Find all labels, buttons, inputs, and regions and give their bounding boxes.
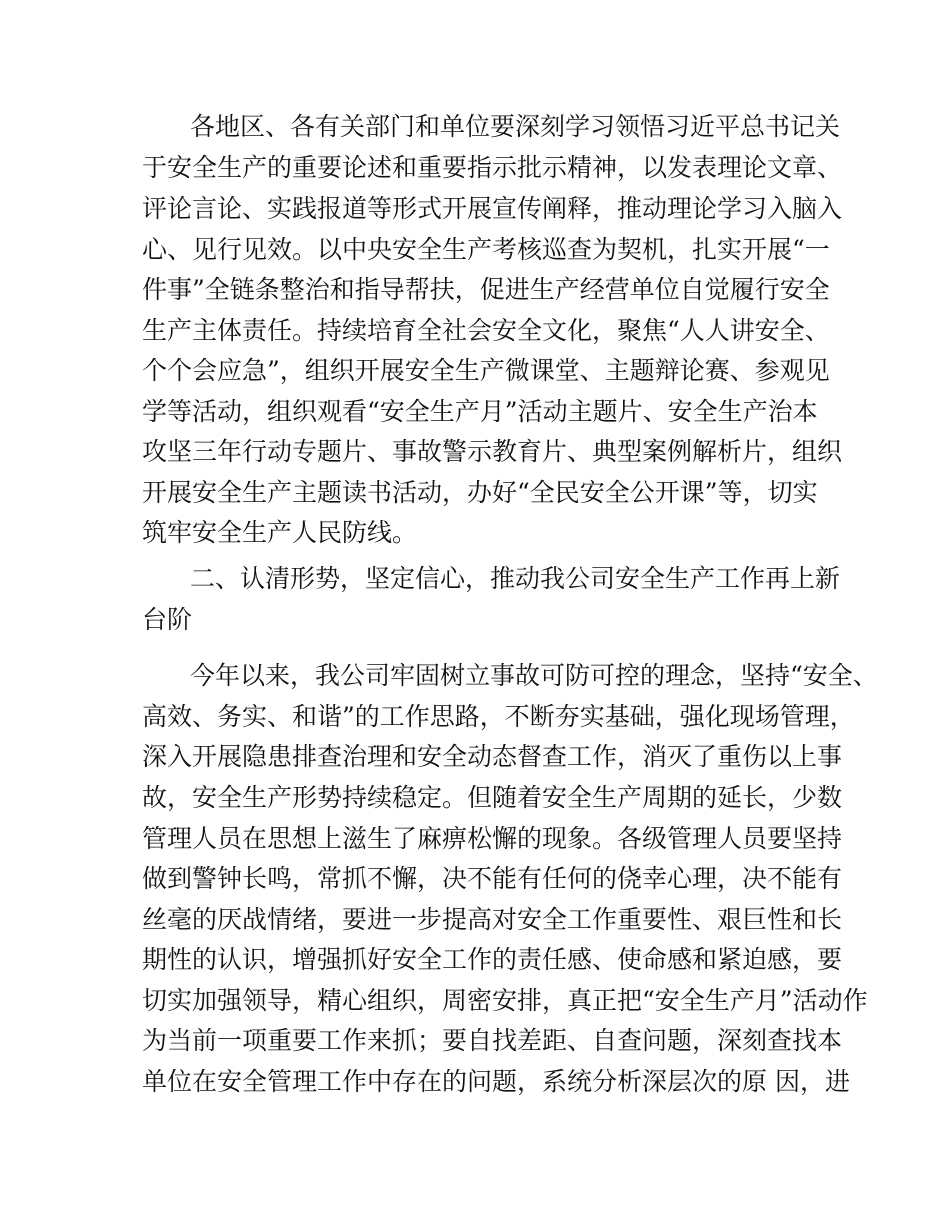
text-line: 筑牢安全生产人民防线。 [142, 518, 418, 547]
text-line: 生产主体责任。持续培育全社会安全文化，聚焦“人人讲安全、 [142, 316, 830, 345]
text-line: 心、见行见效。以中央安全生产考核巡查为契机，扎实开展“一 [142, 235, 830, 264]
heading-line: 二、认清形势，坚定信心，推动我公司安全生产工作再上新 [190, 564, 841, 593]
text-line: 期性的认识，增强抓好安全工作的责任感、使命感和紧迫感，要 [142, 945, 843, 974]
text-line: 件事”全链条整治和指导帮扶，促进生产经营单位自觉履行安全 [142, 275, 830, 304]
text-line: 为当前一项重要工作来抓；要自找差距、自查问题，深刻查找本 [142, 1026, 843, 1055]
text-line: 攻坚三年行动专题片、事故警示教育片、典型案例解析片，组织 [142, 437, 843, 466]
heading-line: 台阶 [142, 605, 193, 634]
text-line: 个个会应急”，组织开展安全生产微课堂、主题辩论赛、参观见 [142, 356, 830, 385]
text-line: 开展安全生产主题读书活动，办好“全民安全公开课”等，切实 [142, 478, 818, 507]
text-line: 故，安全生产形势持续稳定。但随着安全生产周期的延长，少数 [142, 783, 843, 812]
text-line: 评论言论、实践报道等形式开展宣传阐释，推动理论学习入脑入 [142, 194, 843, 223]
text-line: 做到警钟长鸣，常抓不懈，决不能有任何的侥幸心理，决不能有 [142, 864, 843, 893]
text-line: 切实加强领导，精心组织，周密安排，真正把“安全生产月”活动作 [142, 986, 868, 1015]
text-line: 深入开展隐患排查治理和安全动态督查工作，消灭了重伤以上事 [142, 742, 843, 771]
text-line: 今年以来，我公司牢固树立事故可防可控的理念，坚持“安全、 [190, 661, 878, 690]
text-line: 管理人员在思想上滋生了麻痹松懈的现象。各级管理人员要坚持 [142, 824, 843, 853]
text-line: 于安全生产的重要论述和重要指示批示精神，以发表理论文章、 [142, 153, 843, 182]
text-line: 各地区、各有关部门和单位要深刻学习领悟习近平总书记关 [190, 112, 841, 141]
text-line: 丝毫的厌战情绪，要进一步提高对安全工作重要性、艰巨性和长 [142, 905, 843, 934]
text-line: 学等活动，组织观看“安全生产月”活动主题片、安全生产治本 [142, 397, 818, 426]
text-line: 单位在安全管理工作中存在的问题，系统分析深层次的原 因，进 [142, 1067, 850, 1096]
text-line: 高效、务实、和谐”的工作思路，不断夯实基础，强化现场管理， [142, 702, 855, 731]
